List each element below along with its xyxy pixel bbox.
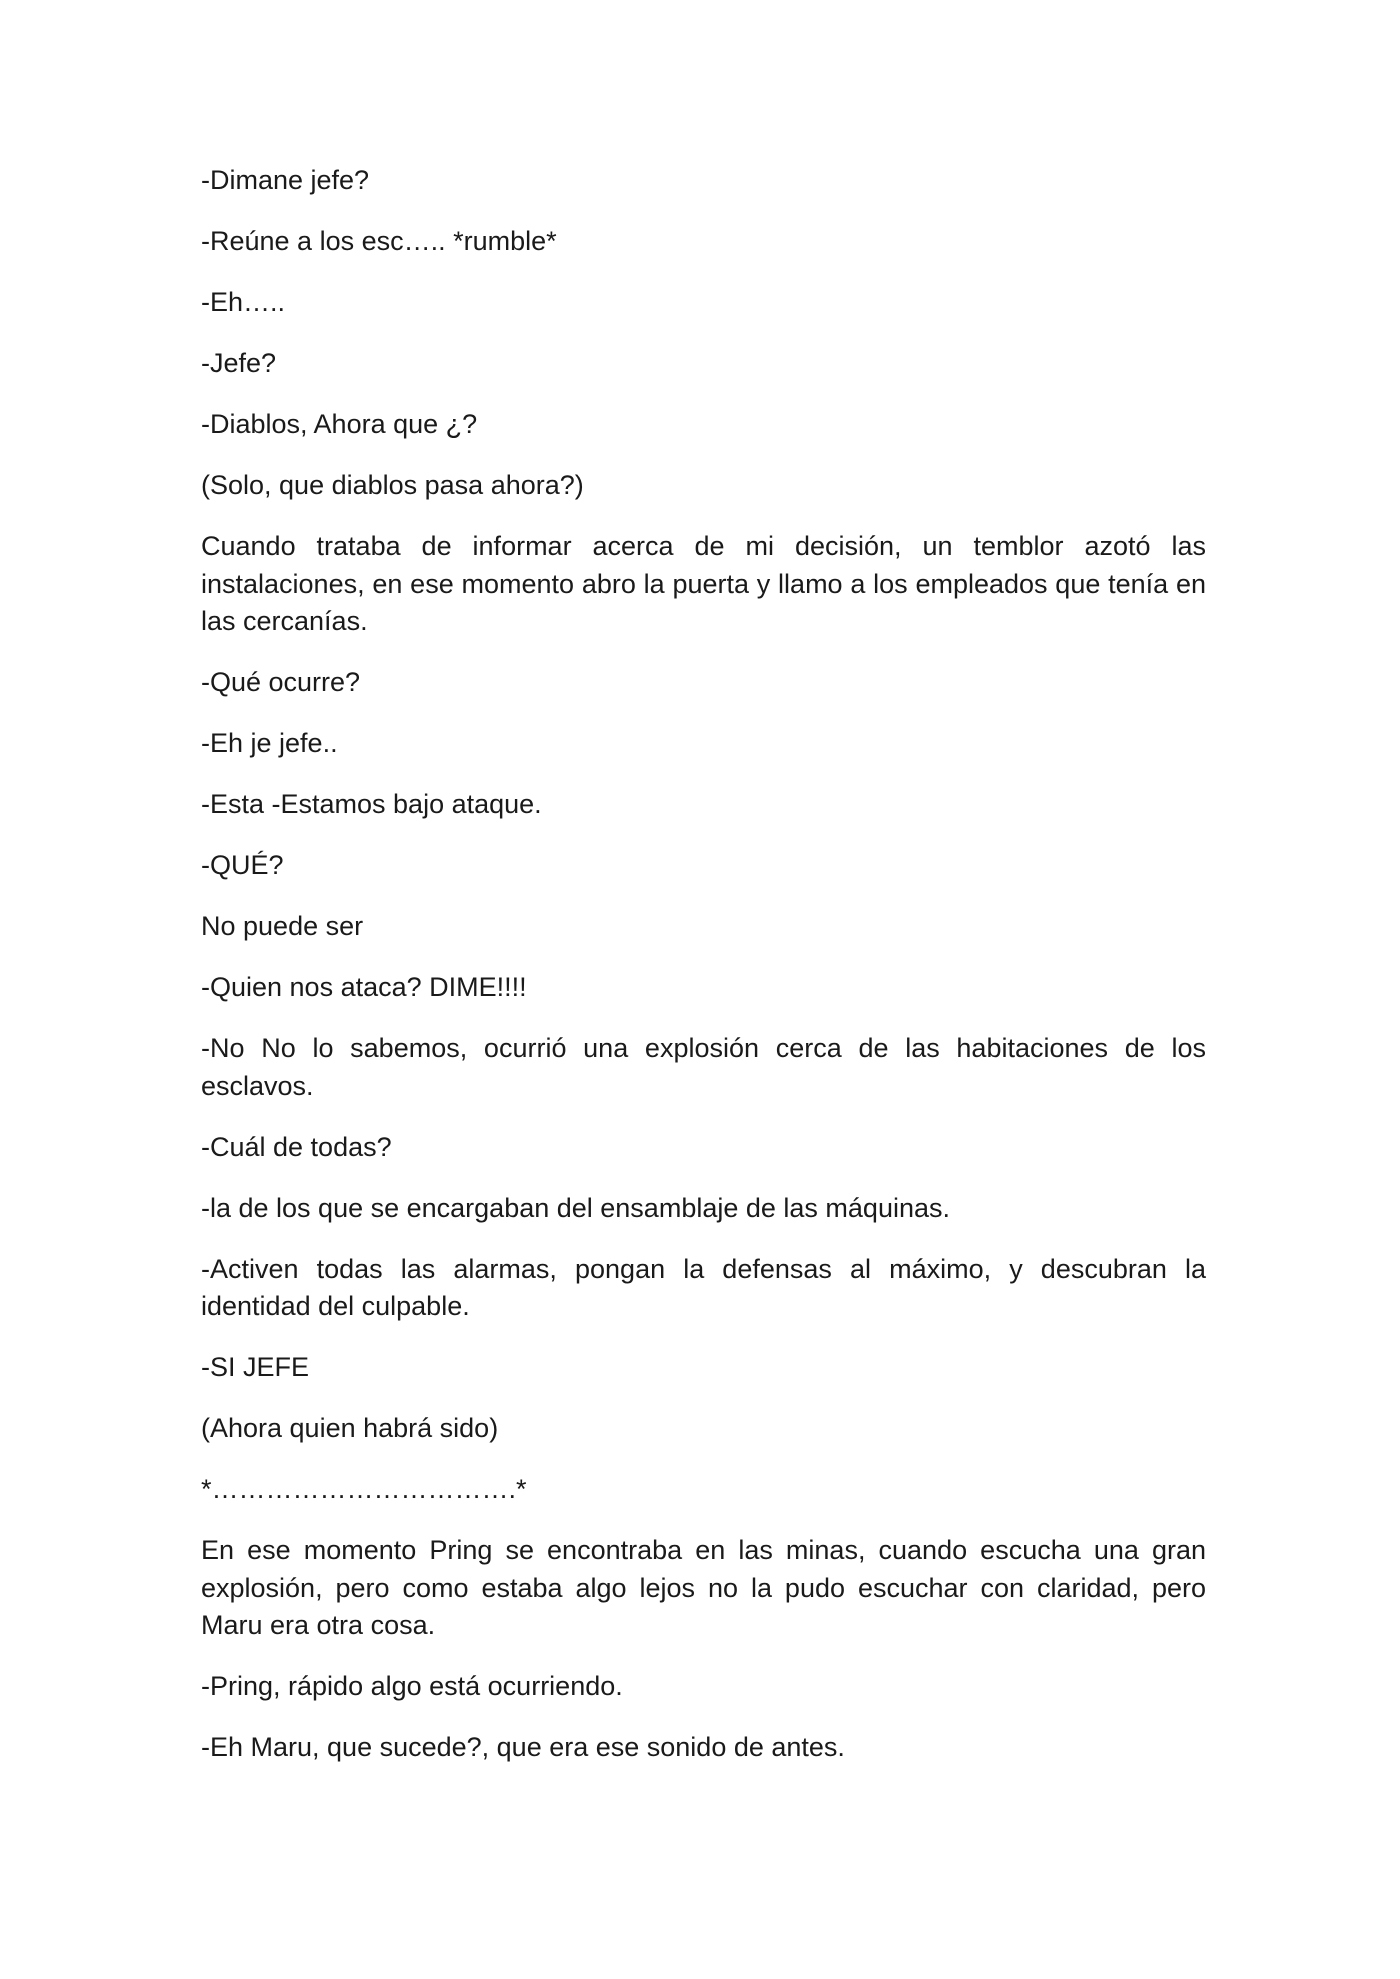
- paragraph: -Eh…..: [201, 287, 286, 317]
- paragraph: -Pring, rápido algo está ocurriendo.: [201, 1671, 623, 1701]
- paragraph: -No No lo sabemos, ocurrió una explosión cerca de las habitaciones de los esclavos.: [201, 1033, 1206, 1101]
- paragraph: -Jefe?: [201, 348, 277, 378]
- paragraph: -Activen todas las alarmas, pongan la defensas al máximo, y descubran la identidad del culpable.: [201, 1253, 1206, 1321]
- paragraph: -Eh Maru, que sucede?, que era ese sonido de antes.: [201, 1732, 845, 1762]
- section-break: *…………………………….*: [201, 1474, 527, 1504]
- paragraph: En ese momento Pring se encontraba en las minas, cuando escucha una gran explosión, pero como estaba algo lejos no la pudo escuchar con claridad, pero Maru era otra cosa.: [201, 1535, 1206, 1640]
- paragraph: -Qué ocurre?: [201, 667, 361, 697]
- paragraph: -Reúne a los esc….. *rumble*: [201, 226, 557, 256]
- paragraph: (Ahora quien habrá sido): [201, 1413, 499, 1443]
- paragraph: -Cuál de todas?: [201, 1131, 392, 1162]
- paragraph: (Solo, que diablos pasa ahora?): [201, 470, 584, 500]
- paragraph: -Quien nos ataca? DIME!!!!: [201, 972, 527, 1002]
- paragraph: -Diablos, Ahora que ¿?: [201, 409, 478, 439]
- paragraph: -SI JEFE: [201, 1352, 310, 1382]
- document-body: [201, 162, 1206, 1767]
- paragraph: -Eh je jefe..: [201, 728, 338, 758]
- paragraph: -la de los que se encargaban del ensamblaje de las máquinas.: [201, 1192, 950, 1223]
- paragraph: Cuando trataba de informar acerca de mi decisión, un temblor azotó las instalaciones, en ese momento abro la puerta y llamo a los empleados que tenía en las cercanías.: [201, 531, 1206, 636]
- paragraph: -Dimane jefe?: [201, 165, 370, 195]
- paragraph: -Esta -Estamos bajo ataque.: [201, 789, 542, 819]
- paragraph: -QUÉ?: [201, 850, 284, 880]
- paragraph: No puede ser: [201, 911, 364, 941]
